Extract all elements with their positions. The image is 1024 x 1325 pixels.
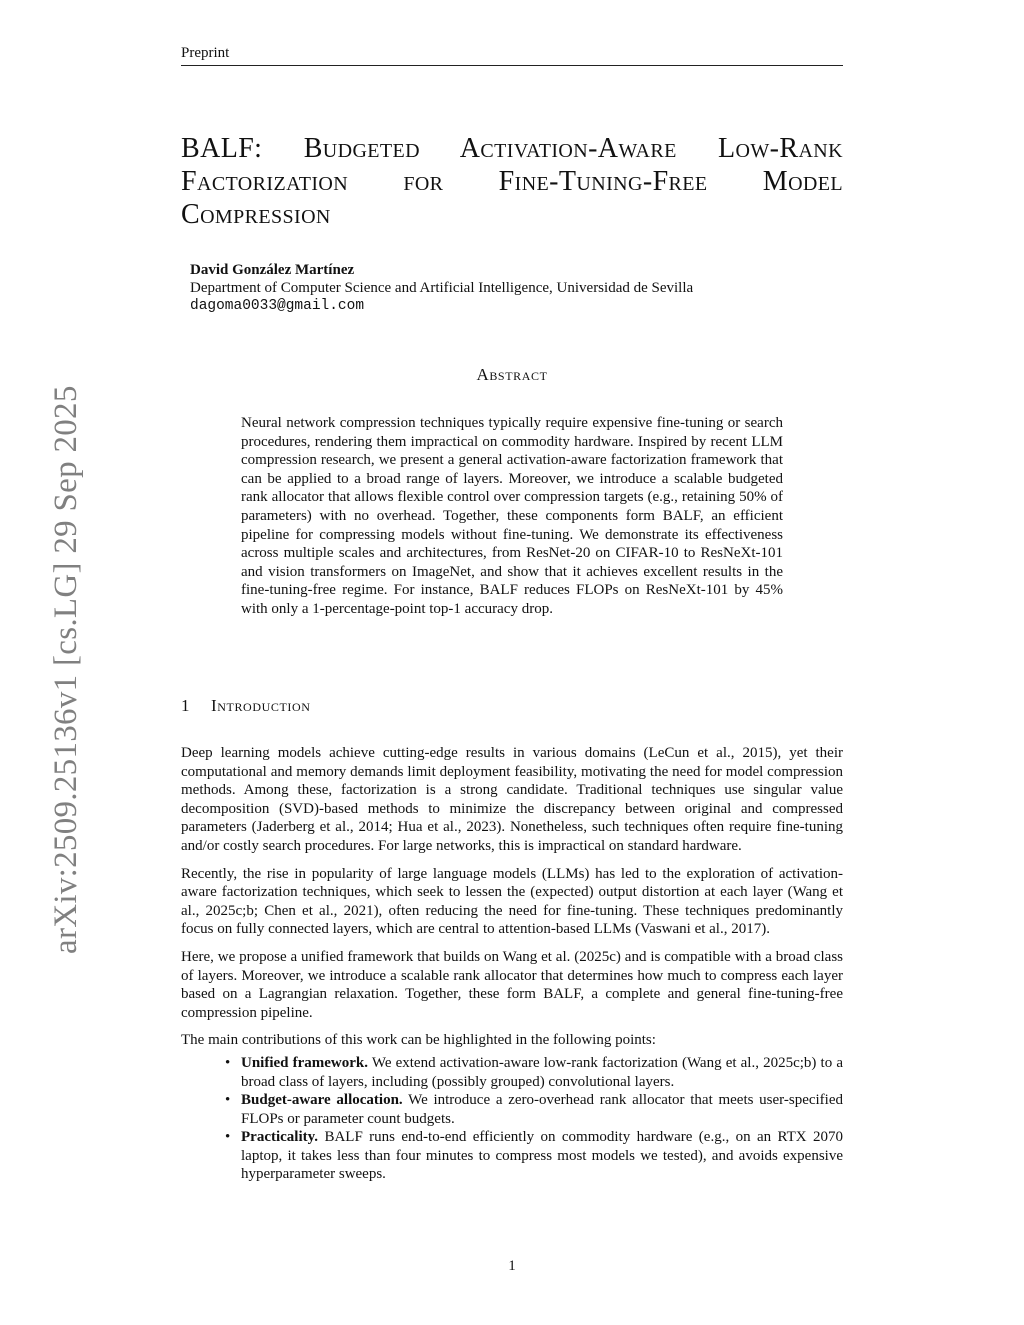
contribution-lead: Practicality. (241, 1129, 319, 1146)
contribution-text: We introduce a zero-overhead rank allocator that meets user-specified FLOPs or parameter count budgets. (241, 1092, 843, 1127)
author-name: David González Martínez (190, 262, 355, 278)
title-line-3: Compression (181, 199, 331, 230)
contribution-lead: Unified framework. (241, 1054, 369, 1071)
contributions-list (181, 1054, 843, 1184)
title-line-2: Factorization for Fine-Tuning-Free Model (181, 166, 843, 197)
contribution-text: We extend activation-aware low-rank factorization (Wang et al., 2025c;b) to a broad class of layers, including (possibly grouped) convolutional layers. (241, 1054, 843, 1090)
bullet-icon: • (225, 1054, 231, 1071)
list-item (225, 1091, 843, 1128)
paper-title (181, 132, 843, 231)
running-title: Preprint (181, 45, 230, 61)
list-item (225, 1054, 843, 1091)
intro-paragraph-1: Deep learning models achieve cutting-edge results in various domains (LeCun et al., 2015), yet their computational and memory demands limit deployment feasibility, motivating the need for model compression methods. Among these, factorization is a strong candidate. Traditional techniques use singular value decomposition (SVD)-based methods to minimize the discrepancy between original and compressed parameters (Jaderberg et al., 2014; Hua et al., 2023). Nonetheless, such techniques often require fine-tuning and/or costly search procedures. For large networks, this is impractical on standard hardware. (181, 745, 843, 854)
abstract-body: Neural network compression techniques typically require expensive fine-tuning or search procedures, rendering them impractical on commodity hardware. Inspired by recent LLM compression research, we present a general activation-aware factorization framework that can be applied to a broad range of layers. Moreover, we introduce a scalable budgeted rank allocator that allows flexible control over compression targets (e.g., retaining 50% of parameters) with no overhead. Together, these components form BALF, an efficient pipeline for compressing models without fine-tuning. We demonstrate its effectiveness across multiple scales and architectures, from ResNet-20 on CIFAR-10 to ResNeXt-101 and vision transformers on ImageNet, and show that it achieves excellent results in the fine-tuning-free regime. For instance, BALF reduces FLOPs on ResNeXt-101 by 45% with only a 1-percentage-point top-1 accuracy drop. (241, 415, 783, 617)
title-line-1: BALF: Budgeted Activation-Aware Low-Rank (181, 133, 843, 164)
intro-paragraph-4: The main contributions of this work can be highlighted in the following points: (181, 1032, 656, 1049)
page-number: 1 (508, 1258, 516, 1274)
intro-paragraph-2: Recently, the rise in popularity of large language models (LLMs) has led to the exploration of activation-aware factorization techniques, which seek to lessen the (expected) output distortion at each layer (Wang et al., 2025c;b; Chen et al., 2021), often reducing the need for fine-tuning. These techniques predominantly focus on fully connected layers, which are central to attention-based LLMs (Vaswani et al., 2017). (181, 865, 843, 938)
contribution-text: BALF runs end-to-end efficiently on commodity hardware (e.g., on an RTX 2070 laptop, it takes less than four minutes to compress most models we tested), and avoids expensive hyperparameter sweeps. (241, 1129, 844, 1183)
list-item (225, 1128, 844, 1184)
author-affiliation: Department of Computer Science and Artificial Intelligence, Universidad de Sevilla (190, 280, 694, 296)
section-number: 1 (181, 696, 191, 715)
abstract-heading: Abstract (476, 365, 548, 384)
contribution-lead: Budget-aware allocation. (241, 1092, 403, 1109)
bullet-icon: • (225, 1129, 231, 1146)
author-email: dagoma0033@gmail.com (190, 298, 365, 314)
bullet-icon: • (225, 1092, 231, 1109)
intro-paragraph-3: Here, we propose a unified framework that builds on Wang et al. (2025c) and is compatible with a broad class of layers. Moreover, we introduce a scalable rank allocator that determines how much to compress each layer based on a Lagrangian relaxation. Together, these form BALF, a complete and general fine-tuning-free compression pipeline. (181, 948, 843, 1021)
introduction-body (181, 744, 843, 1184)
running-header (181, 44, 843, 66)
author-block (190, 261, 830, 315)
arxiv-identifier-stamp: arXiv:2509.25136v1 [cs.LG] 29 Sep 2025 (48, 385, 84, 954)
section-title: Introduction (211, 696, 311, 715)
section-heading-introduction (181, 696, 843, 716)
